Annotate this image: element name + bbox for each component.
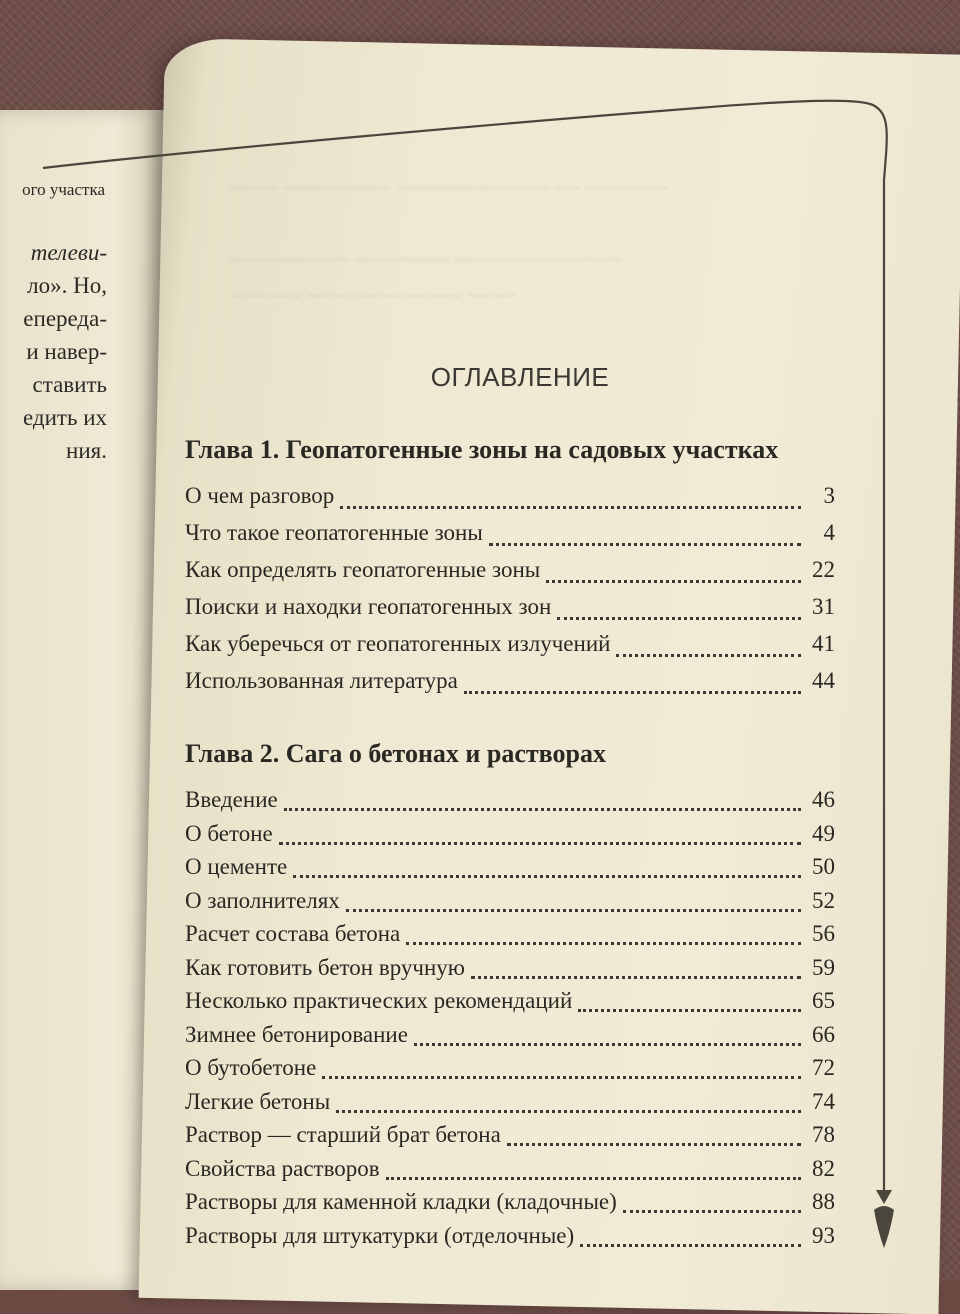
chapter-2 — [185, 739, 835, 1256]
chapter-heading: Глава 1. Геопатогенные зоны на садовых участках — [185, 435, 779, 464]
left-page-line: ставить — [32, 372, 107, 397]
toc-dot-leader — [580, 1244, 801, 1247]
toc-entry — [185, 557, 835, 594]
table-of-contents — [185, 362, 835, 1256]
toc-entry-title: Зимнее бетонирование — [185, 1021, 408, 1047]
toc-entry — [185, 921, 835, 955]
toc-dot-leader — [279, 842, 801, 845]
left-page-line: телеви- — [30, 240, 107, 265]
chapter-entries — [185, 787, 835, 1256]
bleed-through-text: ~~~~ ~~~~~~~~~ ~~~~~~~~~~~~~ ~~ ~~~~~~~ ~~~~~~~~~~ ~~~~~~~~ ~~~~~~~~~~~~~~ ~~~~~~ ~~~~~~~~~~~~~ ~~~~ — [230, 175, 669, 308]
toc-dot-leader — [406, 942, 801, 945]
chapter-1 — [185, 435, 835, 705]
toc-entry-title: Что такое геопатогенные зоны — [185, 520, 483, 545]
toc-entry-page: 65 — [812, 988, 835, 1013]
toc-dot-leader — [414, 1043, 801, 1046]
toc-entry — [185, 594, 835, 631]
toc-entry-title: Раствор — старший брат бетона — [185, 1122, 501, 1147]
toc-entry-title: Введение — [185, 787, 278, 812]
toc-entry-title: О чем разговор — [185, 483, 335, 508]
toc-entry-title: Поиски и находки геопатогенных зон — [185, 594, 552, 619]
left-page-header: ого участка — [22, 180, 105, 199]
toc-entry-title: Растворы для штукатурки (отделочные) — [185, 1222, 575, 1248]
toc-dot-leader — [507, 1143, 801, 1146]
toc-entry — [185, 1189, 835, 1223]
left-page-line: ния. — [66, 438, 107, 463]
toc-entry-title: Легкие бетоны — [185, 1088, 331, 1114]
toc-entry-page: 52 — [812, 887, 835, 913]
toc-dot-leader — [471, 976, 801, 979]
toc-dot-leader — [546, 580, 801, 583]
toc-entry-title: Как определять геопатогенные зоны — [185, 557, 541, 582]
chapter-heading: Глава 2. Сага о бетонах и растворах — [185, 739, 607, 768]
toc-entry-title: Свойства растворов — [185, 1155, 380, 1181]
toc-entry — [185, 854, 835, 888]
left-page — [0, 110, 165, 1290]
toc-dot-leader — [336, 1110, 801, 1113]
toc-entry — [185, 1223, 835, 1257]
toc-entry-title: Растворы для каменной кладки (кладочные) — [185, 1189, 617, 1214]
toc-entry — [185, 787, 835, 821]
toc-entry-page: 66 — [812, 1021, 835, 1047]
toc-entry-page: 46 — [812, 787, 835, 812]
toc-entry-title: О бетоне — [185, 820, 273, 846]
toc-entry-page: 93 — [812, 1222, 835, 1248]
toc-dot-leader — [284, 808, 801, 811]
toc-entry — [185, 1089, 835, 1123]
toc-entry-page: 88 — [812, 1189, 835, 1214]
toc-dot-leader — [616, 654, 801, 657]
toc-entry — [185, 988, 835, 1022]
toc-entry-page: 4 — [823, 520, 835, 545]
left-page-line: ло». Но, — [27, 273, 107, 298]
toc-entry-page: 74 — [812, 1088, 835, 1114]
toc-entry-page: 41 — [812, 631, 835, 656]
left-page-line: и навер- — [26, 339, 107, 364]
toc-entry-page: 50 — [812, 854, 835, 879]
toc-dot-leader — [293, 875, 801, 878]
toc-entry-page: 44 — [812, 668, 835, 693]
chapter-entries — [185, 483, 835, 705]
toc-entry — [185, 821, 835, 855]
toc-entry-title: О цементе — [185, 854, 288, 879]
toc-entry-title: Несколько практических рекомендаций — [185, 988, 573, 1013]
toc-dot-leader — [322, 1076, 801, 1079]
toc-entry — [185, 631, 835, 668]
toc-dot-leader — [578, 1009, 801, 1012]
toc-entry — [185, 955, 835, 989]
toc-entry-title: Использованная литература — [185, 668, 458, 693]
toc-entry-title: Как готовить бетон вручную — [185, 954, 465, 980]
toc-entry-page: 3 — [823, 483, 835, 508]
toc-entry — [185, 1022, 835, 1056]
toc-entry-title: О заполнителях — [185, 887, 340, 913]
toc-entry-page: 72 — [812, 1055, 835, 1080]
toc-entry-page: 31 — [812, 594, 835, 619]
toc-dot-leader — [464, 691, 801, 694]
toc-entry-page: 78 — [812, 1122, 835, 1147]
toc-entry — [185, 1156, 835, 1190]
left-page-line: епереда- — [23, 306, 107, 331]
left-page-line: едить их — [22, 405, 107, 430]
toc-entry-title: Как уберечься от геопатогенных излучений — [185, 631, 611, 656]
toc-dot-leader — [340, 506, 801, 509]
toc-dot-leader — [489, 543, 801, 546]
toc-entry-page: 59 — [812, 954, 835, 980]
toc-entry-page: 56 — [812, 921, 835, 946]
toc-entry-page: 49 — [812, 820, 835, 846]
toc-entry-title: Расчет состава бетона — [185, 921, 401, 946]
toc-entry-page: 82 — [812, 1155, 835, 1181]
toc-entry — [185, 520, 835, 557]
toc-entry-title: О бутобетоне — [185, 1055, 317, 1080]
toc-entry — [185, 1122, 835, 1156]
toc-title: ОГЛАВЛЕНИЕ — [430, 362, 610, 392]
toc-dot-leader — [557, 617, 801, 620]
toc-dot-leader — [623, 1210, 801, 1213]
toc-dot-leader — [386, 1177, 801, 1180]
toc-entry — [185, 668, 835, 705]
toc-entry — [185, 483, 835, 520]
toc-entry — [185, 1055, 835, 1089]
toc-entry — [185, 888, 835, 922]
toc-dot-leader — [346, 909, 801, 912]
toc-entry-page: 22 — [812, 557, 835, 582]
